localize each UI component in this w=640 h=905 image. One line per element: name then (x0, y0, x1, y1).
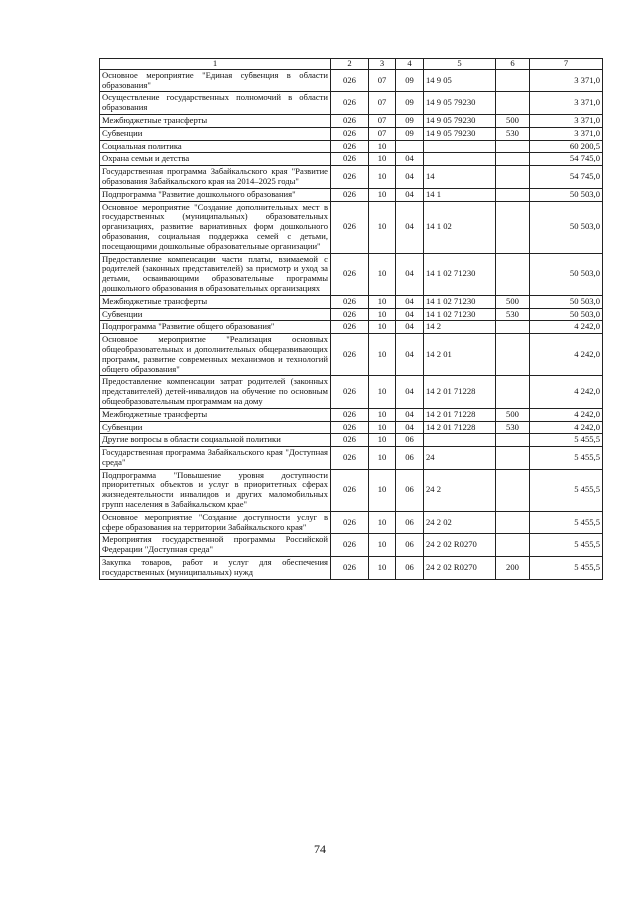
cell-section: 10 (369, 421, 396, 434)
cell-expense-type (496, 69, 530, 92)
cell-name: Государственная программа Забайкальского края "Доступная среда" (100, 447, 331, 470)
cell-expense-type: 530 (496, 421, 530, 434)
cell-section: 07 (369, 114, 396, 127)
table-row (100, 334, 603, 376)
cell-amount: 5 455,5 (530, 469, 603, 511)
cell-expense-type: 530 (496, 308, 530, 321)
cell-ministry: 026 (331, 188, 369, 201)
cell-ministry: 026 (331, 334, 369, 376)
column-header: 3 (369, 59, 396, 70)
cell-section: 07 (369, 69, 396, 92)
table-row (100, 295, 603, 308)
cell-section: 10 (369, 201, 396, 253)
column-header: 7 (530, 59, 603, 70)
cell-target-article: 14 9 05 (424, 69, 496, 92)
cell-expense-type (496, 447, 530, 470)
cell-subsection: 09 (396, 92, 424, 115)
column-header: 5 (424, 59, 496, 70)
cell-ministry: 026 (331, 295, 369, 308)
cell-name: Социальная политика (100, 140, 331, 153)
cell-expense-type: 500 (496, 408, 530, 421)
cell-subsection: 09 (396, 114, 424, 127)
cell-subsection: 04 (396, 408, 424, 421)
cell-ministry: 026 (331, 114, 369, 127)
cell-subsection: 04 (396, 321, 424, 334)
cell-name: Основное мероприятие "Создание дополнительных мест в государственных (муниципальных) образовательных организациях, развитие вариативных форм дошкольного образования, социальная поддержка семей с детьми, посещающими дошкольные образовательные организации" (100, 201, 331, 253)
cell-subsection: 09 (396, 127, 424, 140)
cell-target-article: 14 1 (424, 188, 496, 201)
cell-amount: 50 503,0 (530, 308, 603, 321)
cell-ministry: 026 (331, 69, 369, 92)
page-number: 74 (314, 842, 326, 856)
cell-name: Межбюджетные трансферты (100, 295, 331, 308)
cell-section: 10 (369, 166, 396, 189)
cell-amount: 5 455,5 (530, 434, 603, 447)
cell-target-article: 14 (424, 166, 496, 189)
cell-subsection: 06 (396, 434, 424, 447)
table-row (100, 92, 603, 115)
cell-amount: 50 503,0 (530, 188, 603, 201)
cell-ministry: 026 (331, 127, 369, 140)
cell-subsection: 04 (396, 421, 424, 434)
cell-ministry: 026 (331, 511, 369, 534)
cell-amount: 4 242,0 (530, 408, 603, 421)
cell-ministry: 026 (331, 140, 369, 153)
cell-ministry: 026 (331, 421, 369, 434)
cell-expense-type (496, 321, 530, 334)
cell-ministry: 026 (331, 376, 369, 408)
column-header: 6 (496, 59, 530, 70)
cell-ministry: 026 (331, 408, 369, 421)
table-row (100, 253, 603, 295)
cell-target-article (424, 434, 496, 447)
cell-subsection: 04 (396, 201, 424, 253)
cell-ministry: 026 (331, 92, 369, 115)
cell-section: 10 (369, 534, 396, 557)
cell-expense-type (496, 92, 530, 115)
cell-subsection: 04 (396, 295, 424, 308)
cell-name: Подпрограмма "Развитие общего образования" (100, 321, 331, 334)
cell-ministry: 026 (331, 166, 369, 189)
cell-amount: 3 371,0 (530, 114, 603, 127)
cell-amount: 5 455,5 (530, 447, 603, 470)
cell-name: Основное мероприятие "Создание доступности услуг в сфере образования на территории Забайкальского края" (100, 511, 331, 534)
table-row (100, 69, 603, 92)
table-row (100, 534, 603, 557)
cell-expense-type (496, 534, 530, 557)
cell-section: 10 (369, 469, 396, 511)
cell-target-article: 14 1 02 (424, 201, 496, 253)
cell-section: 10 (369, 434, 396, 447)
table-row (100, 434, 603, 447)
cell-amount: 54 745,0 (530, 166, 603, 189)
cell-expense-type (496, 140, 530, 153)
cell-name: Субвенции (100, 127, 331, 140)
table-row (100, 421, 603, 434)
cell-section: 10 (369, 140, 396, 153)
table-row (100, 469, 603, 511)
cell-ministry: 026 (331, 201, 369, 253)
cell-ministry: 026 (331, 153, 369, 166)
cell-name: Подпрограмма "Повышение уровня доступности приоритетных объектов и услуг в приоритетных сферах жизнедеятельности инвалидов и других маломобильных групп населения в Забайкальском крае" (100, 469, 331, 511)
cell-expense-type (496, 253, 530, 295)
cell-expense-type (496, 201, 530, 253)
cell-ministry: 026 (331, 447, 369, 470)
cell-amount: 3 371,0 (530, 92, 603, 115)
cell-name: Государственная программа Забайкальского края "Развитие образования Забайкальского края на 2014–2025 годы" (100, 166, 331, 189)
cell-section: 10 (369, 308, 396, 321)
cell-ministry: 026 (331, 557, 369, 580)
cell-ministry: 026 (331, 534, 369, 557)
cell-name: Межбюджетные трансферты (100, 408, 331, 421)
cell-target-article: 24 2 02 (424, 511, 496, 534)
cell-target-article: 14 1 02 71230 (424, 253, 496, 295)
cell-name: Мероприятия государственной программы Российской Федерации "Доступная среда" (100, 534, 331, 557)
cell-section: 10 (369, 188, 396, 201)
table-row (100, 557, 603, 580)
cell-expense-type (496, 166, 530, 189)
cell-target-article: 14 2 01 71228 (424, 408, 496, 421)
cell-name: Закупка товаров, работ и услуг для обеспечения государственных (муниципальных) нужд (100, 557, 331, 580)
cell-target-article: 14 2 01 (424, 334, 496, 376)
cell-ministry: 026 (331, 321, 369, 334)
cell-section: 10 (369, 376, 396, 408)
cell-amount: 5 455,5 (530, 557, 603, 580)
cell-subsection: 04 (396, 153, 424, 166)
cell-amount: 4 242,0 (530, 334, 603, 376)
cell-amount: 50 503,0 (530, 253, 603, 295)
cell-amount: 3 371,0 (530, 69, 603, 92)
cell-amount: 4 242,0 (530, 421, 603, 434)
table-row (100, 153, 603, 166)
cell-section: 07 (369, 92, 396, 115)
cell-target-article: 14 1 02 71230 (424, 295, 496, 308)
cell-amount: 50 503,0 (530, 295, 603, 308)
cell-section: 10 (369, 334, 396, 376)
cell-section: 10 (369, 295, 396, 308)
cell-expense-type (496, 376, 530, 408)
cell-target-article: 24 2 02 R0270 (424, 534, 496, 557)
cell-target-article (424, 153, 496, 166)
cell-ministry: 026 (331, 308, 369, 321)
cell-amount: 4 242,0 (530, 376, 603, 408)
table-header-row (100, 59, 603, 70)
cell-subsection: 04 (396, 376, 424, 408)
cell-target-article: 24 2 (424, 469, 496, 511)
cell-expense-type (496, 153, 530, 166)
cell-section: 10 (369, 321, 396, 334)
column-header: 4 (396, 59, 424, 70)
cell-expense-type (496, 469, 530, 511)
cell-ministry: 026 (331, 253, 369, 295)
cell-target-article: 14 2 01 71228 (424, 421, 496, 434)
cell-target-article: 14 1 02 71230 (424, 308, 496, 321)
cell-amount: 4 242,0 (530, 321, 603, 334)
cell-name: Предоставление компенсации затрат родителей (законных представителей) детей-инвалидов на обучение по основным общеобразовательным программам на дому (100, 376, 331, 408)
cell-target-article: 14 9 05 79230 (424, 127, 496, 140)
cell-expense-type (496, 334, 530, 376)
cell-target-article: 24 2 02 R0270 (424, 557, 496, 580)
cell-subsection: 06 (396, 511, 424, 534)
table-row (100, 308, 603, 321)
cell-expense-type: 200 (496, 557, 530, 580)
cell-section: 10 (369, 253, 396, 295)
cell-subsection: 09 (396, 69, 424, 92)
cell-name: Основное мероприятие "Реализация основных общеобразовательных и дополнительных общеразвивающих программ, развитие современных механизмов и технологий общего образования" (100, 334, 331, 376)
cell-section: 10 (369, 447, 396, 470)
cell-name: Субвенции (100, 421, 331, 434)
cell-amount: 54 745,0 (530, 153, 603, 166)
cell-subsection: 04 (396, 188, 424, 201)
cell-subsection: 06 (396, 534, 424, 557)
cell-ministry: 026 (331, 469, 369, 511)
table-row (100, 511, 603, 534)
cell-expense-type: 500 (496, 114, 530, 127)
cell-amount: 5 455,5 (530, 534, 603, 557)
cell-subsection: 06 (396, 469, 424, 511)
table-row (100, 127, 603, 140)
cell-section: 10 (369, 557, 396, 580)
cell-target-article: 24 (424, 447, 496, 470)
cell-subsection: 04 (396, 308, 424, 321)
cell-section: 10 (369, 511, 396, 534)
cell-amount: 5 455,5 (530, 511, 603, 534)
cell-target-article (424, 140, 496, 153)
table-row (100, 166, 603, 189)
table-row (100, 447, 603, 470)
cell-ministry: 026 (331, 434, 369, 447)
cell-subsection: 04 (396, 166, 424, 189)
table-row (100, 376, 603, 408)
cell-section: 10 (369, 153, 396, 166)
cell-subsection: 06 (396, 557, 424, 580)
cell-target-article: 14 9 05 79230 (424, 114, 496, 127)
budget-table (99, 58, 603, 580)
table-row (100, 408, 603, 421)
cell-target-article: 14 9 05 79230 (424, 92, 496, 115)
cell-expense-type: 500 (496, 295, 530, 308)
cell-name: Охрана семьи и детства (100, 153, 331, 166)
cell-name: Основное мероприятие "Единая субвенция в области образования" (100, 69, 331, 92)
column-header: 2 (331, 59, 369, 70)
cell-expense-type (496, 188, 530, 201)
cell-amount: 50 503,0 (530, 201, 603, 253)
cell-name: Межбюджетные трансферты (100, 114, 331, 127)
cell-subsection: 04 (396, 253, 424, 295)
cell-subsection: 04 (396, 334, 424, 376)
table-row (100, 201, 603, 253)
table-row (100, 321, 603, 334)
cell-name: Другие вопросы в области социальной политики (100, 434, 331, 447)
cell-expense-type (496, 511, 530, 534)
cell-amount: 3 371,0 (530, 127, 603, 140)
cell-section: 10 (369, 408, 396, 421)
table-row (100, 188, 603, 201)
table-row (100, 114, 603, 127)
cell-name: Предоставление компенсации части платы, взимаемой с родителей (законных представителей) за присмотр и уход за детьми, осваивающими образовательные программы дошкольного образования в образовательных организациях (100, 253, 331, 295)
cell-subsection: 06 (396, 447, 424, 470)
cell-expense-type (496, 434, 530, 447)
table-row (100, 140, 603, 153)
cell-name: Осуществление государственных полномочий в области образования (100, 92, 331, 115)
cell-amount: 60 200,5 (530, 140, 603, 153)
cell-target-article: 14 2 (424, 321, 496, 334)
cell-expense-type: 530 (496, 127, 530, 140)
cell-subsection (396, 140, 424, 153)
cell-name: Подпрограмма "Развитие дошкольного образования" (100, 188, 331, 201)
column-header: 1 (100, 59, 331, 70)
cell-target-article: 14 2 01 71228 (424, 376, 496, 408)
cell-section: 07 (369, 127, 396, 140)
cell-name: Субвенции (100, 308, 331, 321)
